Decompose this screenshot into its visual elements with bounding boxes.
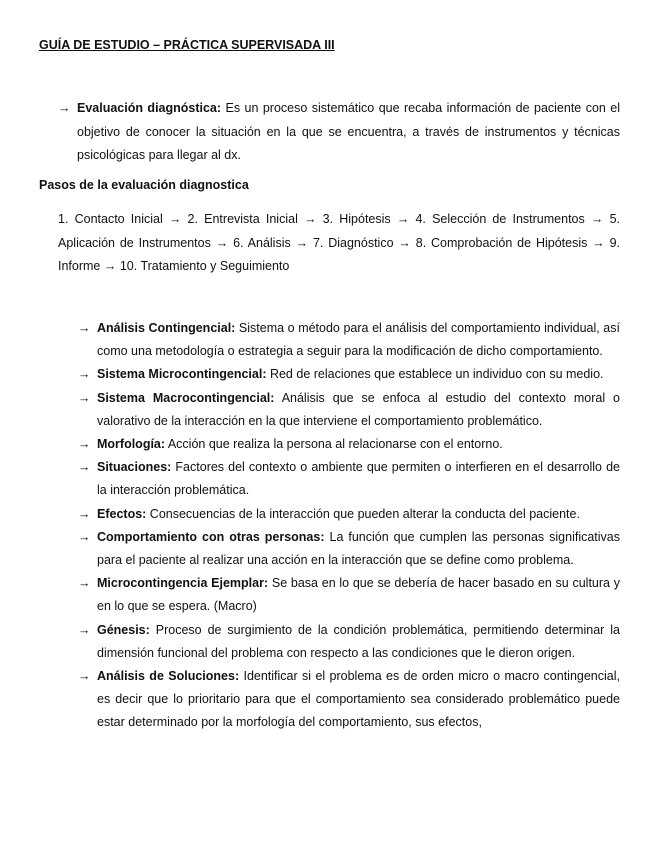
arrow-icon: → bbox=[78, 437, 91, 452]
item-term: Génesis: bbox=[97, 622, 150, 637]
intro-text: Es un proceso sistemático que recaba información de paciente con el objetivo de conocer la situación en la que se encuentra, a través de instrumentos y técnicas psicológicas para llegar al dx. bbox=[77, 101, 621, 162]
item-term: Microcontingencia Ejemplar: bbox=[97, 576, 269, 591]
list-item bbox=[78, 619, 620, 665]
item-text: Acción que realiza la persona al relacionarse con el entorno. bbox=[165, 437, 503, 452]
arrow-icon: → bbox=[78, 390, 91, 405]
item-term: Situaciones: bbox=[97, 460, 172, 475]
document-title: GUÍA DE ESTUDIO – PRÁCTICA SUPERVISADA III bbox=[39, 38, 335, 52]
item-text: Identificar si el problema es de orden micro o macro contingencial, es decir que lo prioritario para que el comportamiento sea considerado problemático puede estar determinado por la morfología del comportamiento, sus efectos, bbox=[97, 669, 620, 730]
item-text: Red de relaciones que establece un individuo con su medio. bbox=[266, 367, 604, 382]
list-item bbox=[78, 503, 620, 526]
item-term: Análisis de Soluciones: bbox=[97, 669, 240, 684]
item-term: Morfología: bbox=[97, 437, 166, 452]
steps-heading: Pasos de la evaluación diagnostica bbox=[39, 178, 249, 192]
item-text: Proceso de surgimiento de la condición problemática, permitiendo determinar la dimensión funcional del problema con respecto a las condiciones que le dieron origen. bbox=[97, 622, 620, 660]
list-item bbox=[78, 387, 620, 433]
list-item bbox=[78, 665, 620, 735]
list-item bbox=[78, 433, 620, 456]
intro-term: Evaluación diagnóstica: bbox=[77, 101, 222, 115]
arrow-icon: → bbox=[78, 622, 91, 637]
definitions-list bbox=[78, 317, 620, 735]
item-term: Sistema Macrocontingencial: bbox=[97, 390, 275, 405]
intro-definition bbox=[58, 97, 620, 168]
item-term: Efectos: bbox=[97, 506, 147, 521]
arrow-icon: → bbox=[78, 321, 91, 335]
steps-paragraph: 1. Contacto Inicial → 2. Entrevista Inicial → 3. Hipótesis → 4. Selección de Instrumentos → 5. Aplicación de Instrumentos → 6. Análisis → 7. Diagnóstico → 8. Comprobación de Hipótesis → 9. Informe → 10. Tratamiento y Seguimiento bbox=[58, 212, 620, 273]
item-text: Factores del contexto o ambiente que permiten o interfieren en el desarrollo de la interacción problemática. bbox=[97, 460, 620, 498]
item-term: Comportamiento con otras personas: bbox=[97, 529, 325, 544]
arrow-icon: → bbox=[58, 101, 71, 115]
item-text: La función que cumplen las personas significativas para el paciente al realizar una acción en la interacción que se define como problema. bbox=[97, 529, 620, 568]
item-text: Sistema o método para el análisis del comportamiento individual, así como una metodología o estrategia a seguir para la modificación de dicho comportamiento. bbox=[97, 321, 620, 359]
list-item bbox=[78, 317, 620, 363]
arrow-icon: → bbox=[78, 367, 91, 382]
item-text: Análisis que se enfoca al estudio del contexto moral o valorativo de la interacción en la que interviene el comportamiento problemático. bbox=[97, 390, 620, 428]
arrow-icon: → bbox=[78, 460, 91, 475]
item-term: Sistema Microcontingencial: bbox=[97, 367, 267, 382]
item-text: Consecuencias de la interacción que pueden alterar la conducta del paciente. bbox=[146, 506, 580, 521]
arrow-icon: → bbox=[78, 506, 91, 521]
list-item bbox=[78, 456, 620, 502]
item-term: Análisis Contingencial: bbox=[97, 321, 236, 335]
arrow-icon: → bbox=[78, 529, 91, 544]
arrow-icon: → bbox=[78, 669, 91, 684]
list-item bbox=[78, 526, 620, 572]
list-item bbox=[78, 363, 620, 386]
list-item bbox=[78, 572, 620, 618]
arrow-icon: → bbox=[78, 576, 91, 591]
item-text: Se basa en lo que se debería de hacer basado en su cultura y en lo que se espera. (Macro) bbox=[97, 576, 620, 614]
